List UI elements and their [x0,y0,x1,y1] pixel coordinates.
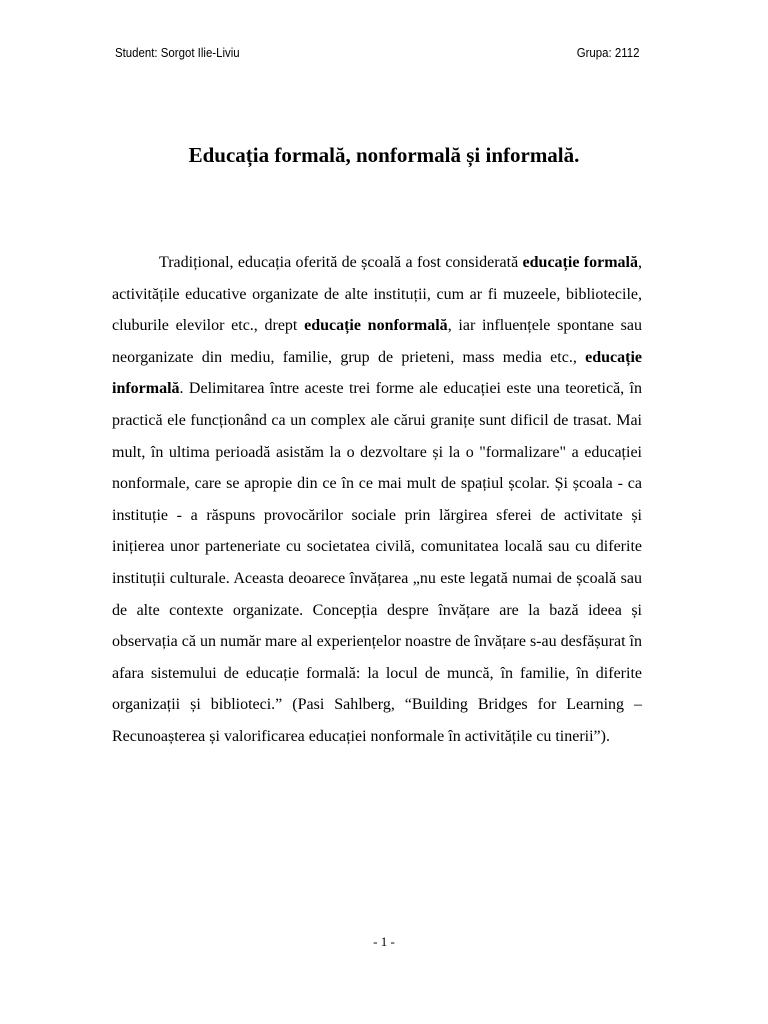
group-number: Grupa: 2112 [576,45,640,60]
body-paragraph [112,247,642,753]
text-segment: , activitățile educative organizate de alte instituții, cum ar fi muzeele, bibliotecile, cluburile elevilor etc., drept [112,254,642,335]
student-name: Student: Sorgot Ilie-Liviu [115,45,240,60]
bold-term-informal: educație informală [112,348,642,398]
document-title: Educația formală, nonformală și informală. [188,143,580,167]
page-number: - 1 - [373,934,395,949]
bold-term-formal: educație formală [522,254,638,271]
page-header [115,45,640,65]
text-segment: , iar influențele spontane sau neorganizate din mediu, familie, grup de prieteni, mass media etc., [112,317,643,366]
text-segment: . Delimitarea între aceste trei forme ale educației este una teoretică, în practică ele funcționând ca un complex ale cărui granițe sunt dificil de trasat. Mai mult, în ultima perioadă asistăm la o dezvoltare și la o "formalizare" a educației nonformale, care se apropie din ce în ce mai mult de spațiul școlar. Și școala - ca instituție - a răspuns provocărilor sociale prin lărgirea sferei de activitate și inițierea unor parteneriate cu societatea civilă, comunitatea locală sau cu diferite instituții culturale. Aceasta deoarece învățarea „nu este legată numai de școală sau de alte contexte organizate. Concepția despre învățare are la bază ideea și observația că un număr mare al experiențelor noastre de învățare s-au desfășurat în afara sistemului de educație formală: la locul de muncă, în familie, în diferite organizații și biblioteci.” (Pasi Sahlberg, “Building Bridges for Learning – Recunoașterea și valorificarea educației nonformale în activitățile cu tinerii”). [112,380,642,745]
bold-term-nonformal: educație nonformală [304,317,448,335]
text-segment: Tradițional, educația oferită de școală a fost considerată [159,254,523,271]
